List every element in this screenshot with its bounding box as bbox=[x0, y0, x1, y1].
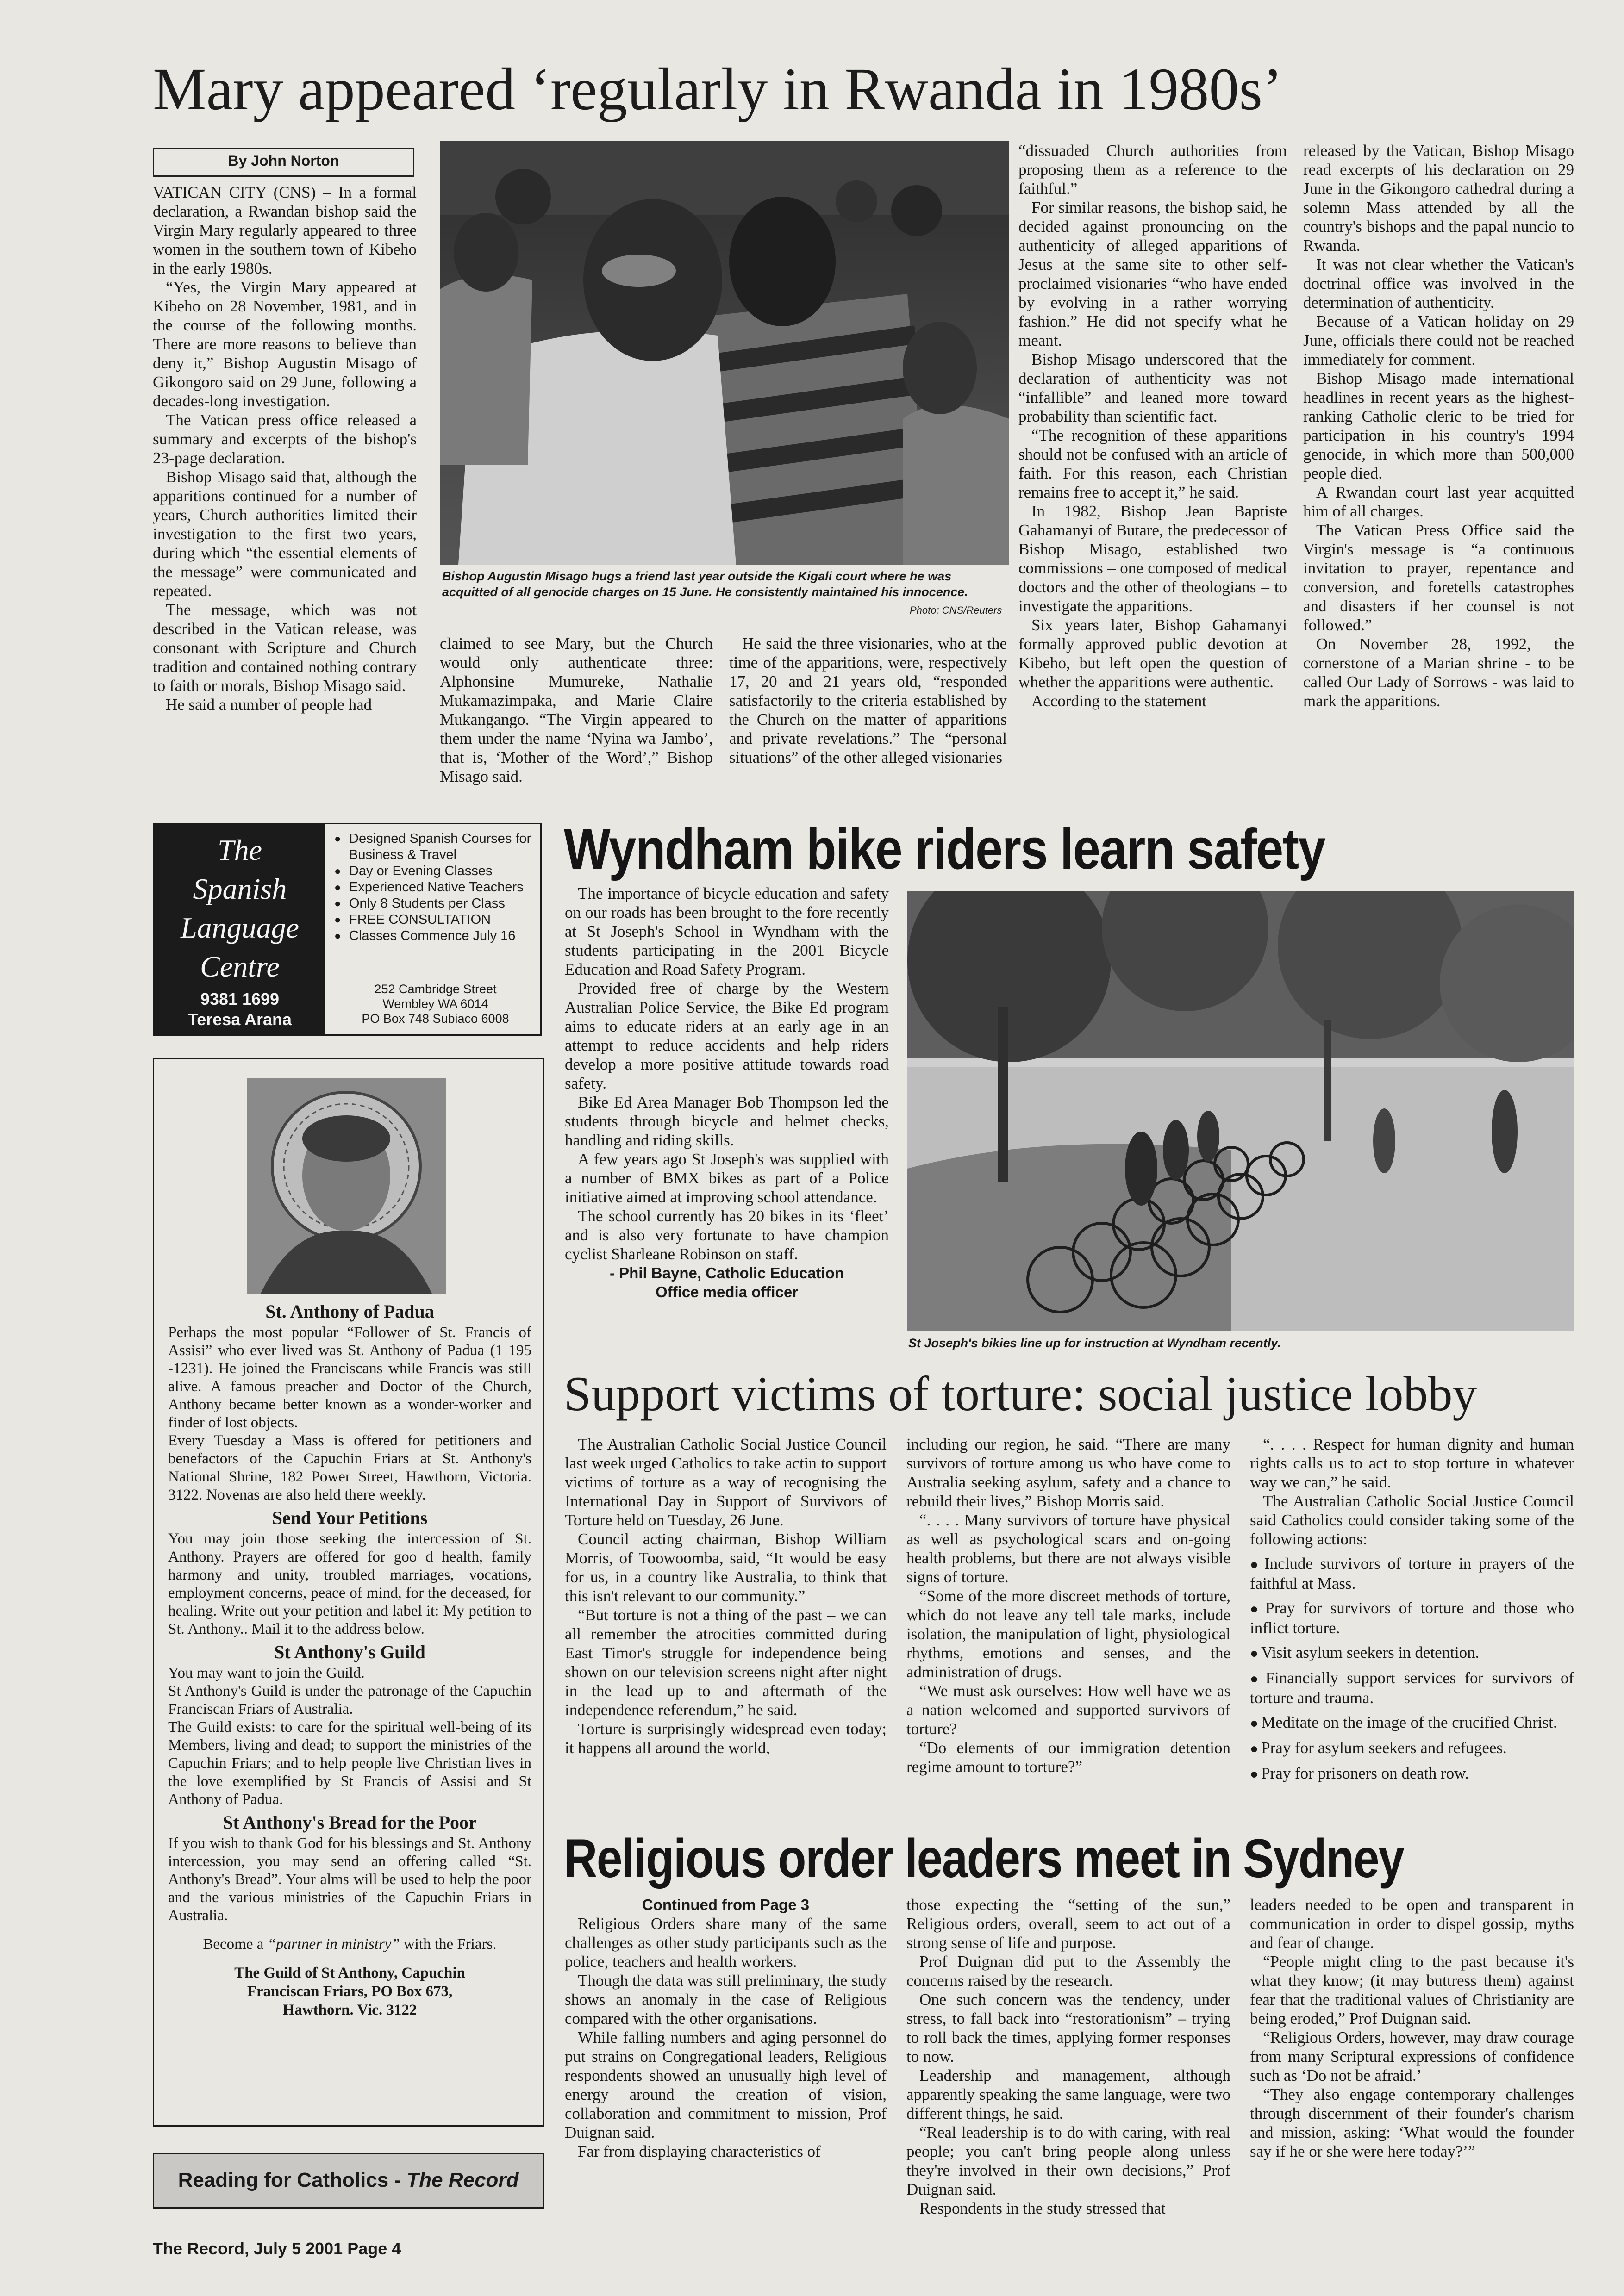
photo-bishop-misago bbox=[440, 141, 1009, 565]
st-anthony-tuesday: Every Tuesday a Mass is offered for petitioners and benefactors of the Capuchin Friars at St. Anthony's National Shrine, 182 Power Street, Hawthorn, Victoria. 3122. Novenas are also held there weekly. bbox=[168, 1432, 531, 1503]
article3-col3 bbox=[1250, 1435, 1574, 1833]
paragraph: Provided free of charge by the Western Australian Police Service, the Bike Ed program aims to educate riders at an early age in an attempt to reduce accidents and help riders develop a more positive attitude towards road safety. bbox=[565, 979, 889, 1092]
bullet-icon: ● bbox=[1250, 1671, 1263, 1686]
article3-col1 bbox=[565, 1435, 887, 1833]
paragraph: Respondents in the study stressed that bbox=[919, 2199, 1166, 2217]
ad-bullet: ● Designed Spanish Courses for Business & Travel bbox=[332, 831, 538, 863]
paragraph: “We must ask ourselves: How well have we as a nation welcomed and supported survivors of torture? bbox=[906, 1682, 1230, 1738]
paragraph: “But torture is not a thing of the past – we can all remember the atrocities committed during East Timor's struggle for independence being shown on our television screens night after night in the lead up to and aftermath of the independence referendum,” he said. bbox=[565, 1606, 887, 1719]
paragraph: Religious Orders share many of the same challenges as other study participants such as the police, teachers and health workers. bbox=[565, 1915, 887, 1971]
st-anthony-heading: St. Anthony of Padua bbox=[265, 1301, 434, 1322]
ad-address-line: Wembley WA 6014 bbox=[382, 997, 488, 1011]
article3-col2 bbox=[906, 1435, 1230, 1833]
paragraph: The Vatican Press Office said the Virgin's message is “a continuous invitation to prayer, repentance and conversion, and foretells catastrophes and disasters if her counsel is not followed.” bbox=[1303, 521, 1574, 634]
paragraph: “People might cling to the past because it's what they know; (it may buttress them) against fear that the traditional values of Christianity are being eroded,” Prof Duignan said. bbox=[1250, 1953, 1574, 2028]
paragraph: The message, which was not described in the Vatican release, was consonant with Scripture and Church tradition and contained nothing contrary to faith or morals, Bishop Misago said. bbox=[153, 601, 417, 695]
article1-col2 bbox=[440, 634, 713, 805]
paragraph: “Yes, the Virgin Mary appeared at Kibeho on 28 November, 1981, and in the course of the following months. There are more reasons to believe than deny it,” Bishop Augustin Misago of Gikongoro said on 29 June, following a decades-long investigation. bbox=[153, 278, 417, 410]
paragraph: The Vatican press office released a summary and excerpts of the bishop's 23-page declaration. bbox=[153, 411, 417, 467]
action-item bbox=[1250, 1554, 1574, 1593]
paragraph: Bike Ed Area Manager Bob Thompson led the students through bicycle and helmet checks, handling and riding skills. bbox=[565, 1093, 889, 1149]
article1-col5 bbox=[1303, 141, 1574, 808]
paragraph: “Real leadership is to do with caring, with real people; you can't bring people along unless they're involved in their own decisions,” Prof Duignan said. bbox=[906, 2123, 1230, 2198]
paragraph: Torture is surprisingly widespread even today; it happens all around the world, bbox=[565, 1720, 887, 1757]
action-text: Pray for asylum seekers and refugees. bbox=[1261, 1739, 1507, 1757]
paragraph: According to the statement bbox=[1031, 692, 1207, 710]
paragraph: “. . . . Respect for human dignity and human rights calls us to act to stop torture in whatever way we can,” he said. bbox=[1250, 1435, 1574, 1491]
action-text: Visit asylum seekers in detention. bbox=[1261, 1643, 1480, 1661]
ad-bullet: ● Only 8 Students per Class bbox=[332, 896, 538, 912]
paragraph: those expecting the “setting of the sun,” Religious orders, overall, seem to act out of a strong sense of life and purpose. bbox=[906, 1896, 1230, 1952]
partner-suffix: with the Friars. bbox=[400, 1936, 497, 1953]
article1-col1 bbox=[153, 183, 417, 803]
headline-mary-rwanda: Mary appeared ‘regularly in Rwanda in 1980s’ bbox=[153, 56, 1283, 123]
headline-torture: Support victims of torture: social justice lobby bbox=[564, 1367, 1477, 1421]
article4-col3 bbox=[1250, 1895, 1574, 2219]
photo-illustration bbox=[440, 141, 1009, 565]
bullet-icon: ● bbox=[1250, 1716, 1259, 1731]
photo-caption: St Joseph's bikies line up for instruction at Wyndham recently. bbox=[908, 1336, 1281, 1350]
paragraph: Six years later, Bishop Gahamanyi formally approved public devotion at Kibeho, but left open the question of whether the apparitions were authentic. bbox=[1018, 616, 1287, 691]
ad-bullet: ● Classes Commence July 16 bbox=[332, 928, 538, 944]
bullet-icon: ● bbox=[1250, 1601, 1263, 1617]
article4-col2 bbox=[906, 1895, 1230, 2219]
ad-address bbox=[332, 982, 538, 1026]
guild-text-1: You may want to join the Guild. bbox=[168, 1665, 365, 1681]
action-text: Financially support services for survivors of torture and trauma. bbox=[1250, 1669, 1574, 1707]
paragraph: claimed to see Mary, but the Church would only authenticate three: Alphonsine Mumureke, Nathalie Mukamazimpaka, and Marie Claire Mukangango. “The Virgin appeared to them under the name ‘Nyina wa Jambo’, that is, ‘Mother of the Word’,” Bishop Misago said. bbox=[440, 635, 713, 785]
headline-religious-orders: Religious order leaders meet in Sydney bbox=[564, 1828, 1404, 1889]
ad-logo-panel bbox=[154, 824, 325, 1034]
bullet-icon: ● bbox=[1250, 1767, 1259, 1782]
paragraph: A Rwandan court last year acquitted him of all charges. bbox=[1303, 483, 1574, 520]
continued-note: Continued from Page 3 bbox=[642, 1896, 810, 1913]
paragraph: Because of a Vatican holiday on 29 June, officials there could not be reached immediately for comment. bbox=[1303, 312, 1574, 368]
page-footer: The Record, July 5 2001 Page 4 bbox=[153, 2239, 401, 2258]
paragraph: On November 28, 1992, the cornerstone of a Marian shrine - to be called Our Lady of Sorrows - was laid to mark the apparitions. bbox=[1303, 635, 1574, 710]
photo-illustration bbox=[907, 891, 1574, 1331]
paragraph: “dissuaded Church authorities from proposing them as a reference to the faithful.” bbox=[1018, 142, 1287, 198]
guild-text-2: St Anthony's Guild is under the patronage of the Capuchin Franciscan Friars of Australia. bbox=[168, 1683, 531, 1717]
paragraph: “Religious Orders, however, may draw courage from many Scriptural expressions of confidence such as ‘Do not be afraid.’ bbox=[1250, 2028, 1574, 2084]
paragraph: A few years ago St Joseph's was supplied with a number of BMX bikes as part of a Police initiative aimed at improving school attendance. bbox=[565, 1150, 889, 1206]
petitions-heading: Send Your Petitions bbox=[272, 1507, 428, 1528]
action-text: Include survivors of torture in prayers of the faithful at Mass. bbox=[1250, 1555, 1574, 1593]
paragraph: Bishop Misago made international headlines in recent years as the highest-ranking Catholic cleric to be tried for participation in his country's 1994 genocide, in which more than 500,000 people died. bbox=[1303, 369, 1574, 482]
paragraph: “They also engage contemporary challenges through discernment of their founder's charism and mission, asking: ‘What would the founder say if he or she were here today?’” bbox=[1250, 2085, 1574, 2160]
ad-contact: Teresa Arana bbox=[187, 1010, 292, 1029]
st-anthony-text bbox=[168, 1300, 531, 2019]
article1-col3 bbox=[729, 634, 1007, 805]
ad-address-line: 252 Cambridge Street bbox=[374, 982, 497, 996]
ad-title-line: Centre bbox=[200, 950, 280, 983]
guild-address-line: Franciscan Friars, PO Box 673, bbox=[247, 1983, 453, 2000]
ad-address-line: PO Box 748 Subiaco 6008 bbox=[362, 1012, 509, 1026]
article1-col4 bbox=[1018, 141, 1287, 808]
guild-address bbox=[168, 1964, 531, 2019]
ad-bullet: ● Experienced Native Teachers bbox=[332, 879, 538, 896]
action-item bbox=[1250, 1764, 1574, 1784]
photo-caption: Bishop Augustin Misago hugs a friend last year outside the Kigali court where he was acquitted of all genocide charges on 15 June. He consistently maintained his innocence. bbox=[442, 569, 968, 599]
paragraph: He said a number of people had bbox=[166, 696, 372, 714]
reading-for-catholics-box bbox=[153, 2153, 544, 2209]
paragraph: He said the three visionaries, who at the time of the apparitions, were, respectively 17, 20 and 21 years old, “responded satisfactorily to the criteria established by the Church on the matter of apparitions and private revelations.” The “personal situations” of the other alleged visionaries bbox=[729, 635, 1007, 766]
st-anthony-intro: Perhaps the most popular “Follower of St. Francis of Assisi” who ever lived was St. Anthony of Padua (1 195 -1231). He joined the Franciscans while Francis was still alive. A famous preacher and Doctor of the Church, Anthony became better known as a wonder-worker and finder of lost objects. bbox=[168, 1324, 531, 1431]
paragraph: “The recognition of these apparitions should not be confused with an article of faith. For this reason, each Christian remains free to accept it,” he said. bbox=[1018, 426, 1287, 501]
paragraph: It was not clear whether the Vatican's doctrinal office was involved in the determination of authenticity. bbox=[1303, 255, 1574, 311]
guild-heading: St Anthony's Guild bbox=[274, 1642, 425, 1662]
byline: By John Norton bbox=[153, 148, 414, 177]
ad-title bbox=[154, 824, 325, 986]
paragraph: Bishop Misago said that, although the apparitions continued for a number of years, Church authorities limited their investigation to the first two years, during which “the essential elements of the message” were communicated and repeated. bbox=[153, 468, 417, 600]
ad-course-list bbox=[332, 831, 538, 944]
headline-wyndham: Wyndham bike riders learn safety bbox=[564, 817, 1325, 881]
partner-prefix: Become a bbox=[203, 1936, 268, 1953]
ad-title-line: Language bbox=[181, 911, 299, 944]
paragraph: Prof Duignan did put to the Assembly the concerns raised by the research. bbox=[906, 1953, 1230, 1990]
ad-bullet: ● FREE CONSULTATION bbox=[332, 912, 538, 928]
paragraph: For similar reasons, the bishop said, he decided against pronouncing on the authenticity of alleged apparitions of Jesus at the same site to other self-proclaimed visionaries “who have ended by evolving in a rather worrying fashion.” He did not specify what he meant. bbox=[1018, 199, 1287, 349]
paragraph: VATICAN CITY (CNS) – In a formal declaration, a Rwandan bishop said the Virgin Mary regularly appeared to three women in the southern town of Kibeho in the early 1980s. bbox=[153, 183, 417, 277]
action-item bbox=[1250, 1643, 1574, 1663]
ad-phone: 9381 1699 bbox=[200, 989, 280, 1008]
ad-title-line: The bbox=[218, 834, 262, 866]
reading-prefix: Reading for Catholics - bbox=[178, 2169, 407, 2191]
paragraph: Though the data was still preliminary, the study shows an anomaly in the case of Religious compared with the other organisations. bbox=[565, 1972, 887, 2028]
action-item bbox=[1250, 1668, 1574, 1707]
guild-address-line: The Guild of St Anthony, Capuchin bbox=[234, 1965, 465, 1981]
bread-text: If you wish to thank God for his blessings and St. Anthony intercession, you may send an offering called “St. Anthony's Bread”. Your alms will be used to help the poor and the various ministries of the Capuchin Friars in Australia. bbox=[168, 1835, 531, 1924]
bullet-icon: ● bbox=[1250, 1557, 1262, 1572]
action-text: Meditate on the image of the crucified Christ. bbox=[1261, 1713, 1557, 1731]
st-anthony-illustration bbox=[247, 1078, 446, 1294]
paragraph: While falling numbers and aging personnel do put strains on Congregational leaders, Religious respondents showed an unusually high level of energy around the creation of vision, collaboration and commitment to mission, Prof Duignan said. bbox=[565, 2028, 887, 2141]
action-item bbox=[1250, 1738, 1574, 1758]
paragraph: “Do elements of our immigration detention regime amount to torture?” bbox=[906, 1739, 1230, 1776]
photo-bike-riders bbox=[907, 891, 1574, 1331]
guild-text-3: The Guild exists: to care for the spiritual well-being of its Members, living and dead; to support the ministries of the Capuchin Friars; and to help people live Christian lives in the love exemplified by St Francis of Assisi and St Anthony of Padua. bbox=[168, 1719, 531, 1808]
paragraph: The Australian Catholic Social Justice Council said Catholics could consider taking some of the following actions: bbox=[1250, 1492, 1574, 1548]
spanish-language-ad bbox=[153, 823, 542, 1036]
reading-record: The Record bbox=[406, 2169, 519, 2191]
action-item bbox=[1250, 1713, 1574, 1733]
article4-col1 bbox=[565, 1895, 887, 2219]
bullet-icon: ● bbox=[1250, 1646, 1259, 1661]
partner-emphasis: “partner in ministry” bbox=[267, 1936, 400, 1953]
paragraph: Bishop Misago underscored that the declaration of authenticity was not “infallible” and leaned more toward probability than scientific fact. bbox=[1018, 350, 1287, 425]
action-text: Pray for prisoners on death row. bbox=[1261, 1764, 1469, 1782]
action-text: Pray for survivors of torture and those who inflict torture. bbox=[1250, 1599, 1574, 1637]
paragraph: In 1982, Bishop Jean Baptiste Gahamanyi of Butare, the predecessor of Bishop Misago, established two commissions – one composed of medical doctors and the other of theologians – to investigate the apparitions. bbox=[1018, 502, 1287, 615]
paragraph: including our region, he said. “There are many survivors of torture among us who have come to Australia seeking asylum, safety and a chance to rebuild their lives,” Bishop Morris said. bbox=[906, 1435, 1230, 1510]
bullet-icon: ● bbox=[1250, 1741, 1259, 1756]
paragraph: The school currently has 20 bikes in its ‘fleet’ and is also very fortunate to have champion cyclist Sharleane Robinson on staff. bbox=[565, 1207, 889, 1263]
signoff bbox=[565, 1263, 889, 1301]
signoff-line: - Phil Bayne, Catholic Education bbox=[609, 1264, 844, 1282]
paragraph: leaders needed to be open and transparent in communication in order to dispel gossip, myths and fear of change. bbox=[1250, 1896, 1574, 1952]
paragraph: Leadership and management, although apparently speaking the same language, were two different things, he said. bbox=[906, 2066, 1230, 2122]
paragraph: The Australian Catholic Social Justice Council last week urged Catholics to take actin to support victims of torture as a way of recognising the International Day in Support of Survivors of Torture held on Tuesday, 26 June. bbox=[565, 1435, 887, 1529]
paragraph: Far from displaying characteristics of bbox=[578, 2142, 821, 2160]
paragraph: The importance of bicycle education and safety on our roads has been brought to the fore recently at St Joseph's School in Wyndham with the students participating in the 2001 Bicycle Education and Road Safety Program. bbox=[565, 884, 889, 978]
paragraph: released by the Vatican, Bishop Misago read excerpts of his declaration on 29 June in the Gikongoro cathedral during a solemn Mass attended by all the country's bishops and the papal nuncio to Rwanda. bbox=[1303, 142, 1574, 255]
action-item bbox=[1250, 1599, 1574, 1637]
paragraph: Council acting chairman, Bishop William Morris, of Toowoomba, said, “It would be easy for us, in a country like Australia, to think that this isn't relevant to our community.” bbox=[565, 1530, 887, 1605]
paragraph: “. . . . Many survivors of torture have physical as well as psychological scars and on-going health problems, but there are not always visible signs of torture. bbox=[906, 1511, 1230, 1586]
signoff-line: Office media officer bbox=[655, 1283, 799, 1300]
paragraph: “Some of the more discreet methods of torture, which do not leave any tell tale marks, include isolation, the manipulation of light, physiological rhythms, emotions and senses, and the administration of drugs. bbox=[906, 1587, 1230, 1681]
photo-credit: Photo: CNS/Reuters bbox=[910, 604, 1002, 616]
st-anthony-image bbox=[247, 1078, 446, 1294]
bread-heading: St Anthony's Bread for the Poor bbox=[223, 1812, 477, 1833]
partner-line bbox=[168, 1935, 531, 1954]
guild-address-line: Hawthorn. Vic. 3122 bbox=[282, 2002, 417, 2018]
ad-title-line: Spanish bbox=[193, 872, 287, 905]
article2-text bbox=[565, 884, 889, 1328]
petitions-text: You may join those seeking the intercession of St. Anthony. Prayers are offered for goo d health, family harmony and unity, troubled marriages, vocations, employment concerns, peace of mind, for the deceased, for healing. Write out your petition and label it: My petition to St. Anthony.. Mail it to the address below. bbox=[168, 1531, 531, 1637]
paragraph: One such concern was the tendency, under stress, to fall back into “restorationism” – trying to roll back the times, applying former responses to now. bbox=[906, 1991, 1230, 2066]
ad-bullet: ● Day or Evening Classes bbox=[332, 863, 538, 879]
st-anthony-box bbox=[153, 1058, 544, 2127]
